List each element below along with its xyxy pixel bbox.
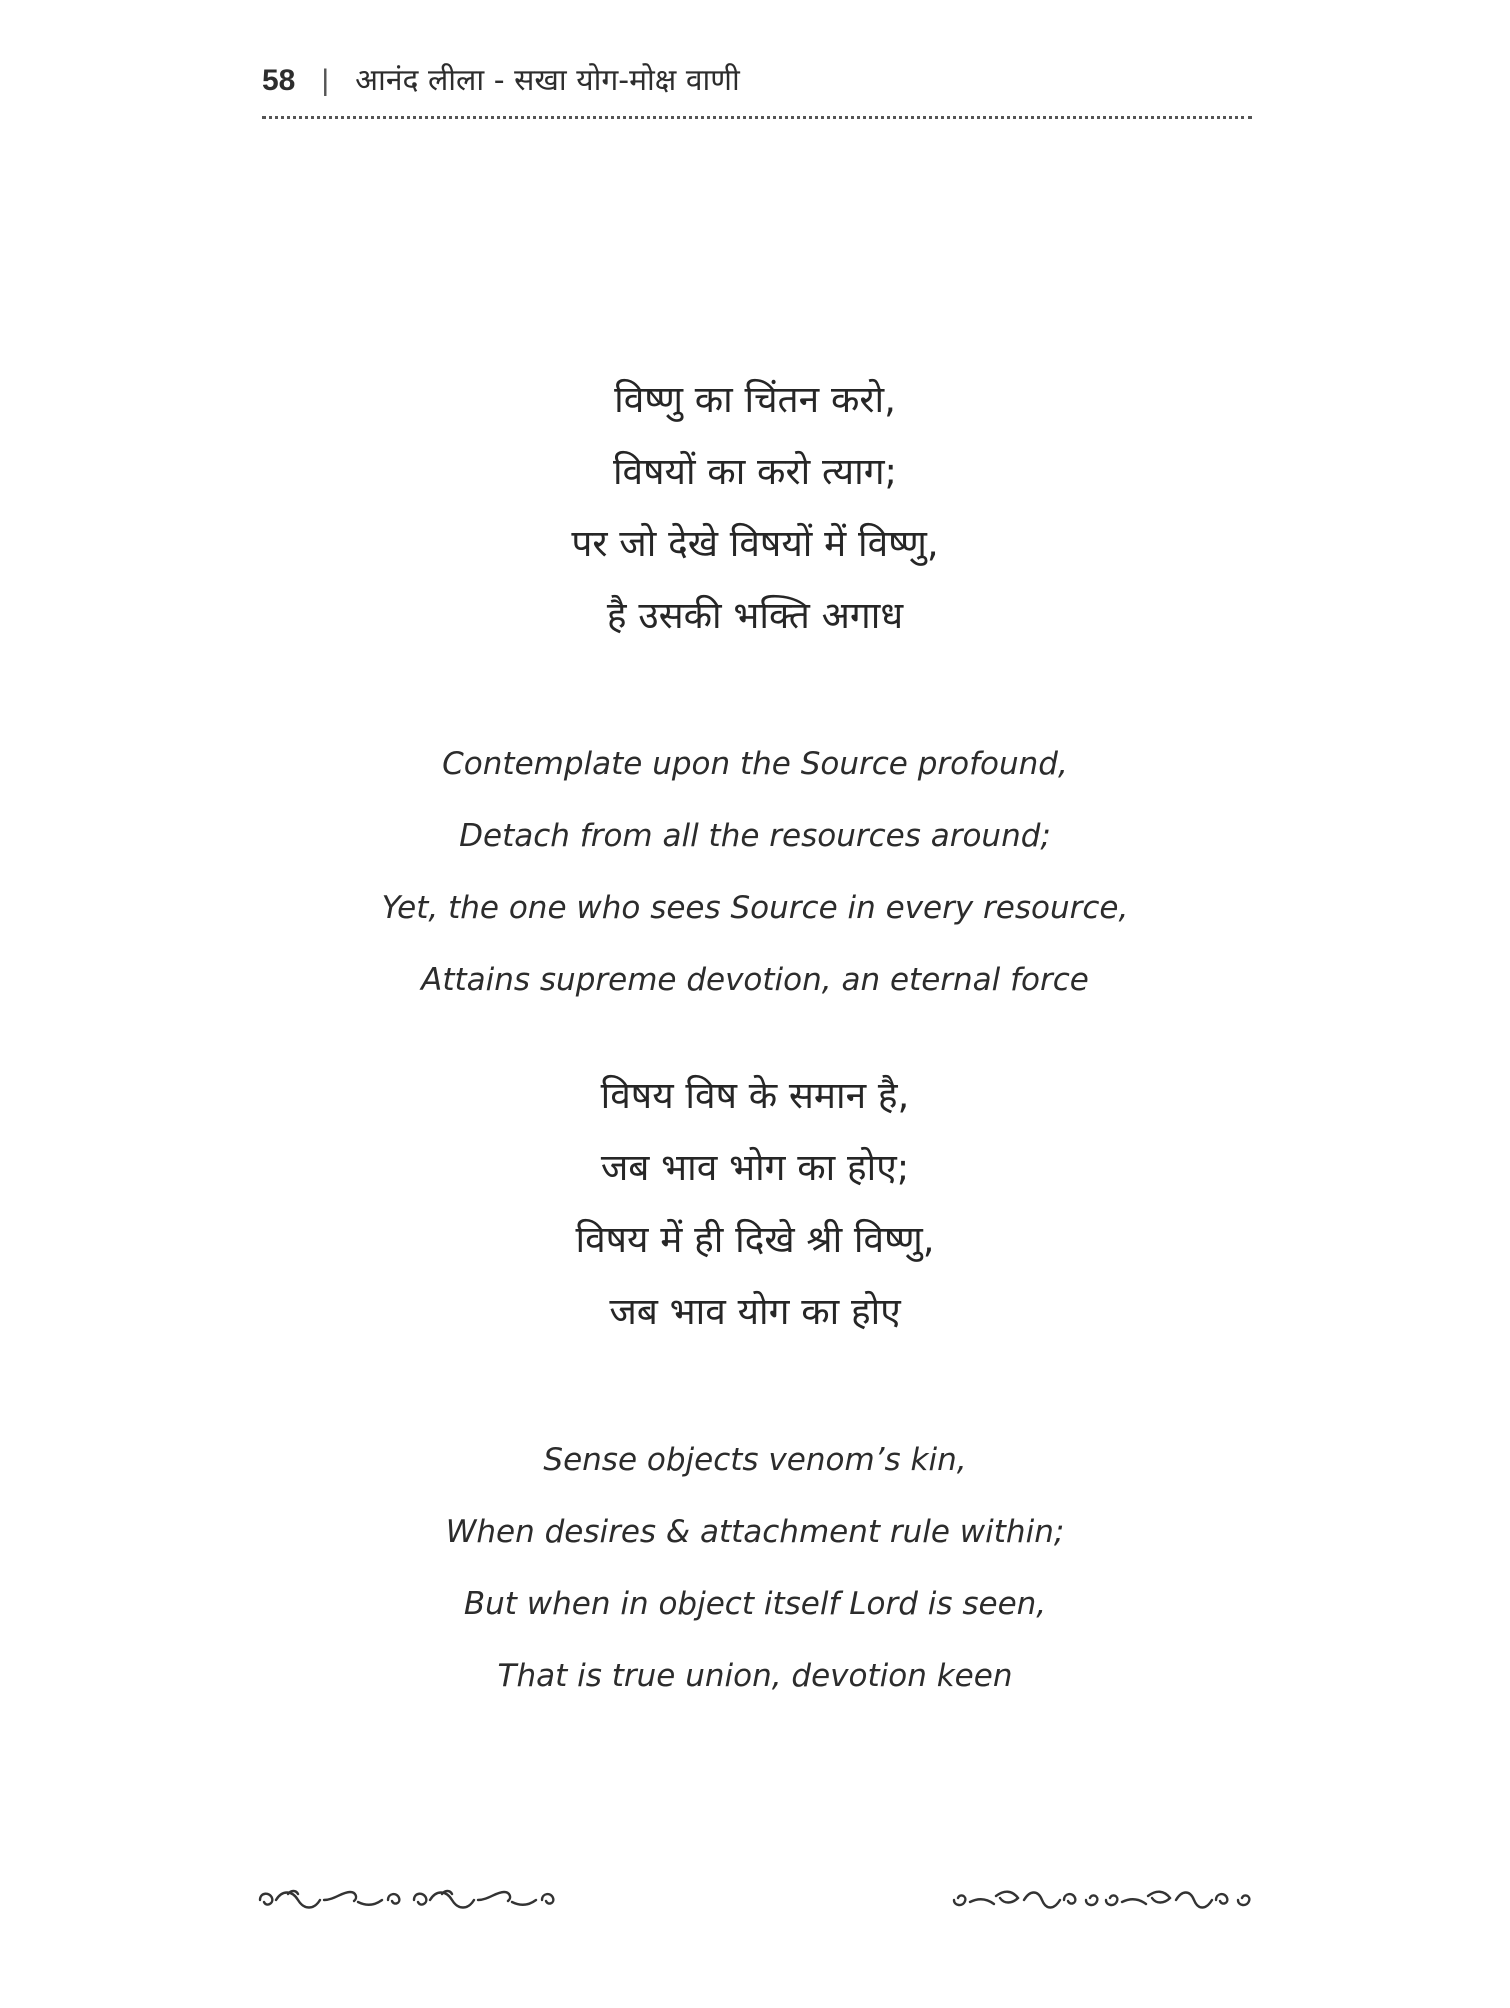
english-verse-line: Sense objects venom’s kin, xyxy=(543,1442,967,1478)
hindi-verse-line: विषयों का करो त्याग; xyxy=(612,450,898,493)
scroll-flourish-icon xyxy=(254,1880,564,1920)
hindi-stanza-1 xyxy=(0,364,1510,652)
english-verse-line: But when in object itself Lord is seen, xyxy=(463,1586,1047,1622)
header-dotted-rule xyxy=(262,116,1252,119)
header-separator: | xyxy=(321,64,330,97)
hindi-verse-line: विषय विष के समान है, xyxy=(600,1074,910,1117)
hindi-stanza-2 xyxy=(0,1060,1510,1348)
hindi-verse-line: है उसकी भक्ति अगाध xyxy=(606,594,904,637)
page-header xyxy=(262,58,1252,128)
english-verse-line: Contemplate upon the Source profound, xyxy=(442,746,1068,782)
english-verse-line: That is true union, devotion keen xyxy=(497,1658,1013,1694)
hindi-verse-line: जब भाव भोग का होए; xyxy=(600,1146,910,1189)
english-verse-line: When desires & attachment rule within; xyxy=(445,1514,1065,1550)
english-verse-line: Attains supreme devotion, an eternal force xyxy=(421,962,1089,998)
hindi-verse-line: विष्णु का चिंतन करो, xyxy=(614,378,896,421)
hindi-verse-line: विषय में ही दिखे श्री विष्णु, xyxy=(575,1218,935,1261)
english-verse-line: Yet, the one who sees Source in every resource, xyxy=(381,890,1129,926)
running-title: आनंद लीला - सखा योग-मोक्ष वाणी xyxy=(355,63,740,98)
english-translation-1 xyxy=(0,728,1510,1016)
scroll-flourish-icon xyxy=(948,1880,1258,1920)
english-translation-2 xyxy=(0,1424,1510,1712)
hindi-verse-line: पर जो देखे विषयों में विष्णु, xyxy=(571,522,939,565)
hindi-verse-line: जब भाव योग का होए xyxy=(609,1290,901,1333)
english-verse-line: Detach from all the resources around; xyxy=(459,818,1051,854)
page-number: 58 xyxy=(262,64,296,97)
header-row xyxy=(262,58,1252,114)
